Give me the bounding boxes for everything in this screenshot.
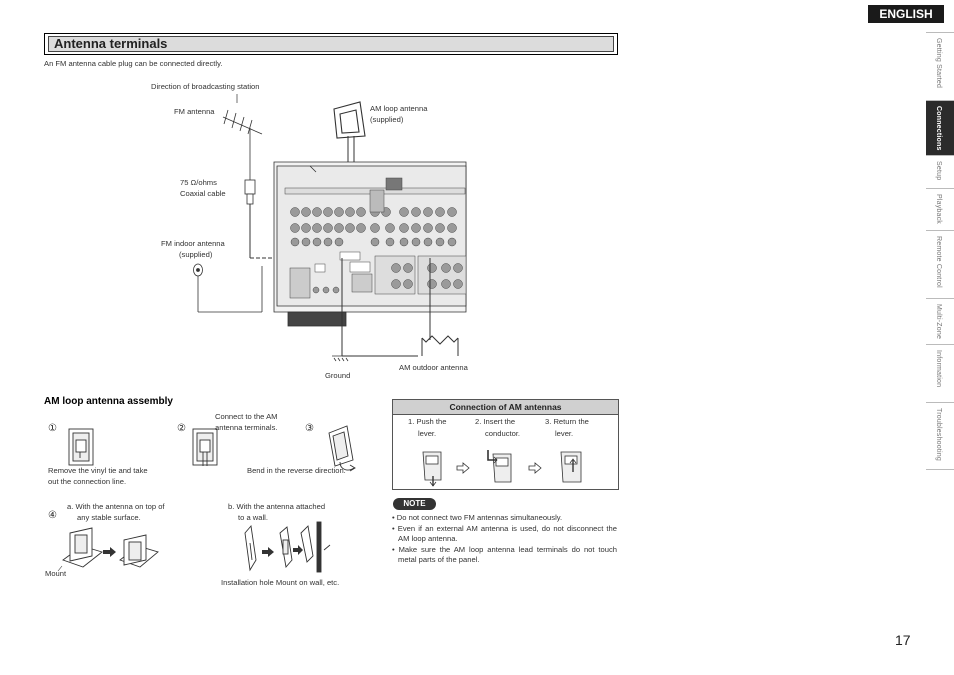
am-loop-label-line2: (supplied) bbox=[370, 115, 404, 124]
fm-antenna-label: FM antenna bbox=[174, 107, 215, 116]
remove-label-line2: out the connection line. bbox=[48, 477, 127, 486]
nav-item-label: Setup bbox=[935, 161, 942, 181]
am-loop-label-line1: AM loop antenna bbox=[370, 104, 428, 113]
note-list bbox=[392, 513, 617, 566]
terminal-step3-icon bbox=[561, 452, 581, 482]
note-text: Make sure the AM loop antenna lead terminals do not touch metal parts of the panel. bbox=[398, 544, 617, 565]
conn-step3-line1: 3. Return the bbox=[545, 417, 589, 426]
am-loop-antenna-icon bbox=[334, 102, 365, 138]
ground-label: Ground bbox=[325, 371, 351, 380]
loop-antenna-wall-mount-icon bbox=[245, 522, 330, 572]
list-item: • Do not connect two FM antennas simultaneously. bbox=[392, 513, 563, 522]
coaxial-label-line2: Coaxial cable bbox=[180, 189, 226, 198]
arrow-icon bbox=[103, 547, 116, 557]
language-tab[interactable]: ENGLISH bbox=[868, 5, 944, 23]
connection-box-title: Connection of AM antennas bbox=[393, 400, 618, 415]
step2-marker: ② bbox=[177, 423, 186, 434]
mount-label: Mount bbox=[45, 569, 67, 578]
option-b-line2: to a wall. bbox=[238, 513, 268, 522]
nav-item-label: Troubleshooting bbox=[935, 408, 942, 461]
option-a-line1: a. With the antenna on top of bbox=[67, 502, 165, 511]
nav-item-label: Connections bbox=[935, 106, 942, 151]
option-a-line2: any stable surface. bbox=[77, 513, 141, 522]
conn-step2-line1: 2. Insert the bbox=[475, 417, 516, 426]
arrow-icon bbox=[293, 545, 303, 555]
arrow-icon bbox=[457, 463, 469, 473]
direction-label: Direction of broadcasting station bbox=[151, 82, 260, 91]
am-outdoor-label: AM outdoor antenna bbox=[399, 363, 468, 372]
ground-icon bbox=[332, 356, 352, 361]
conn-step1-line1: 1. Push the bbox=[408, 417, 447, 426]
page-number: 17 bbox=[895, 632, 911, 648]
terminal-step2-icon bbox=[488, 450, 511, 482]
connect-label-line1: Connect to the AM bbox=[215, 412, 278, 421]
note-text: Even if an external AM antenna is used, do not disconnect the AM loop antenna. bbox=[397, 523, 617, 544]
nav-item-label: Information bbox=[935, 350, 942, 388]
step1-marker: ① bbox=[48, 423, 57, 434]
list-item: • Make sure the AM loop antenna lead terminals do not touch metal parts of the panel. bbox=[392, 544, 617, 565]
nav-item-label: Playback bbox=[935, 194, 942, 225]
conn-step2-line2: conductor. bbox=[485, 429, 521, 438]
loop-antenna-step2-icon bbox=[193, 429, 217, 466]
step4-marker: ④ bbox=[48, 510, 57, 521]
terminal-step1-icon bbox=[423, 452, 441, 486]
terminal-steps-diagram bbox=[393, 400, 618, 489]
install-caption: Installation hole Mount on wall, etc. bbox=[221, 578, 340, 587]
nav-item-label: Getting Started bbox=[935, 38, 942, 89]
note-badge: NOTE bbox=[393, 498, 436, 510]
nav-item-label: Multi-Zone bbox=[935, 304, 942, 340]
option-b-line1: b. With the antenna attached bbox=[228, 502, 326, 511]
fm-indoor-antenna-icon bbox=[194, 264, 263, 312]
fm-indoor-label-line1: FM indoor antenna bbox=[161, 239, 225, 248]
fm-indoor-label-line2: (supplied) bbox=[179, 250, 213, 259]
intro-text: An FM antenna cable plug can be connected directly. bbox=[44, 59, 223, 68]
loop-antenna-step3-icon bbox=[329, 426, 355, 471]
step3-marker: ③ bbox=[305, 423, 314, 434]
fm-antenna-icon bbox=[223, 110, 262, 182]
loop-antenna-step1-icon bbox=[69, 429, 93, 465]
nav-item-label: Remote Control bbox=[935, 236, 942, 288]
arrow-icon bbox=[529, 463, 541, 473]
page-title: Antenna terminals bbox=[48, 36, 614, 52]
note-text: Do not connect two FM antennas simultaneously. bbox=[396, 513, 563, 522]
remove-label-line1: Remove the vinyl tie and take bbox=[48, 466, 148, 475]
conn-step1-line2: lever. bbox=[418, 429, 437, 438]
list-item: • Even if an external AM antenna is used, do not disconnect the AM loop antenna. bbox=[392, 523, 617, 544]
assembly-heading: AM loop antenna assembly bbox=[44, 396, 173, 407]
bend-label: Bend in the reverse direction. bbox=[247, 466, 346, 475]
arrow-icon bbox=[262, 547, 274, 557]
connection-box bbox=[392, 399, 619, 490]
connect-label-line2: antenna terminals. bbox=[215, 423, 278, 432]
conn-step3-line2: lever. bbox=[555, 429, 574, 438]
coaxial-label-line1: 75 Ω/ohms bbox=[180, 178, 217, 187]
